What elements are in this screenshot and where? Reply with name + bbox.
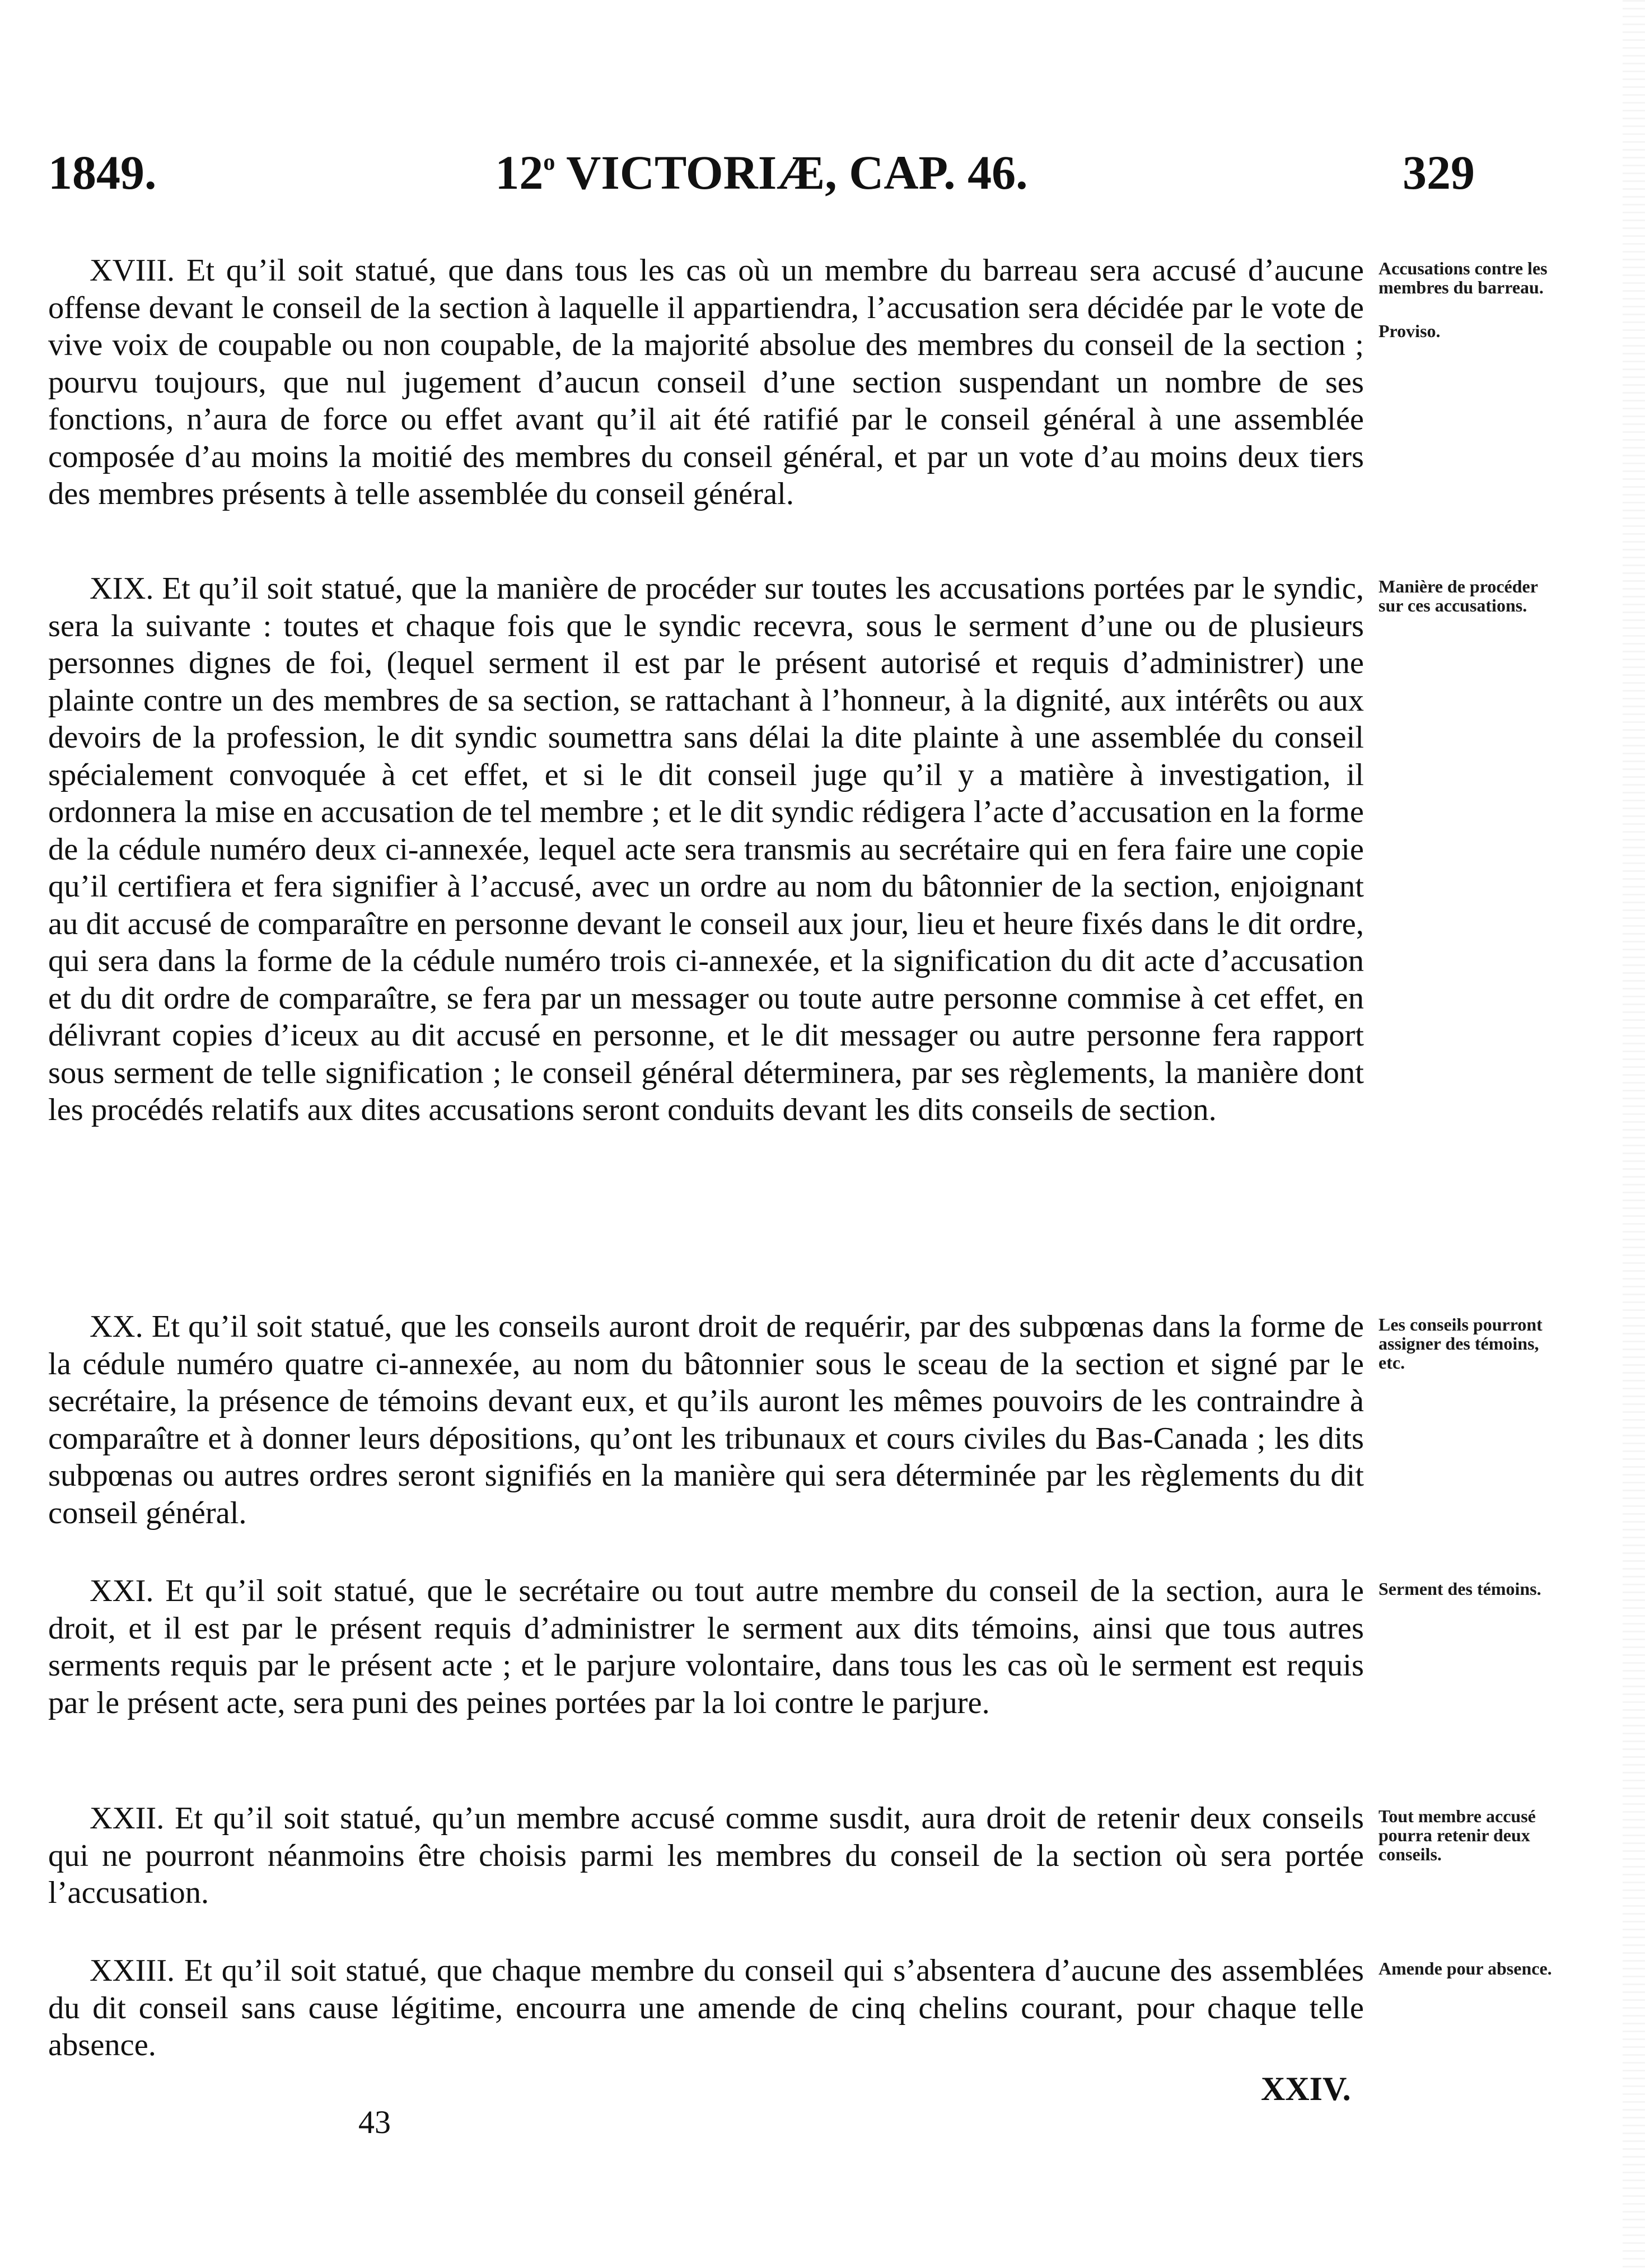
margin-note-text: Les conseils pourront assigner des témoins, etc. (1378, 1314, 1543, 1373)
section-text: Et qu’il soit statué, que les conseils auront droit de requérir, par des subpœnas dans la forme de la cédule numéro quatre ci-annexée, au nom du bâtonnier sous le sceau de la section et signé par le secrétaire, la présence de témoins devant eux, et qu’ils auront les mêmes pouvoirs de les contraindre à comparaître et à donner leurs dépositions, qu’ont les tribunaux et cours civiles du Bas-Canada ; les dits subpœnas ou autres ordres seront signifiés en la manière qui sera déterminée par les règlements du dit conseil général. (48, 1309, 1364, 1530)
section-body (48, 1572, 1364, 1721)
header-title-prefix: 12 (495, 146, 544, 199)
section-xxi (48, 1572, 1606, 1800)
header-title-rest: VICTORIÆ, CAP. 46. (555, 146, 1028, 199)
section-body (48, 1800, 1364, 1912)
margin-note-text: Serment des témoins. (1378, 1579, 1541, 1599)
page-header (48, 144, 1475, 206)
section-xix (48, 570, 1606, 1308)
margin-note-text: Amende pour absence. (1378, 1958, 1552, 1978)
section-xx (48, 1308, 1606, 1572)
section-number: XX. (90, 1309, 143, 1344)
scan-edge-texture (1623, 0, 1645, 2268)
section-number: XXI. (90, 1574, 154, 1608)
section-number: XXIII. (90, 1953, 175, 1988)
section-number: XXII. (90, 1801, 165, 1836)
section-text: Et qu’il soit statué, qu’un membre accusé comme susdit, aura droit de retenir deux conseils qui ne pourront néanmoins être choisis parmi les membres du conseil de la section où sera portée l’accusation. (48, 1801, 1364, 1910)
section-text: Et qu’il soit statué, que dans tous les cas où un membre du barreau sera accusé d’aucune offense devant le conseil de la section à laquelle il appartiendra, l’accusation sera décidée par le vote de vive voix de coupable ou non coupable, de la majorité absolue des membres du conseil de la section ; pourvu toujours, que nul jugement d’aucun conseil d’une section suspendant un nombre de ses fonctions, n’aura de force ou effet avant qu’il ait été ratifié par le conseil général à une assemblée composée d’au moins la moitié des membres du conseil général, et par un vote d’au moins deux tiers des membres présents à telle assemblée du conseil général. (48, 253, 1364, 511)
margin-note-text: Accusations contre les membres du barreau. (1378, 258, 1548, 297)
section-number: XIX. (90, 571, 154, 606)
margin-note-proviso: Proviso. (1378, 321, 1441, 341)
margin-note (1378, 1315, 1552, 1372)
section-text: Et qu’il soit statué, que chaque membre du conseil qui s’absentera d’aucune des assemblées du dit conseil sans cause légitime, encourra une amende de cinq chelins courant, pour chaque telle absence. (48, 1953, 1364, 2062)
section-body (48, 252, 1364, 513)
section-xviii (48, 252, 1606, 570)
section-body (48, 1952, 1364, 2064)
signature-number: 43 (358, 2104, 391, 2140)
section-body (48, 570, 1364, 1129)
margin-note (1378, 577, 1552, 615)
catchword: XXIV. (1261, 2070, 1351, 2107)
margin-note (1378, 259, 1552, 340)
margin-note-text: Manière de procéder sur ces accusations. (1378, 576, 1538, 615)
section-body (48, 1308, 1364, 1532)
section-xxiii (48, 1952, 1606, 2064)
section-text: Et qu’il soit statué, que la manière de procéder sur toutes les accusations portées par le syndic, sera la suivante : toutes et chaque fois que le syndic recevra, sous le serment d’une ou de plusieurs personnes dignes de foi, (lequel serment il est par le présent autorisé et requis d’administrer) une plainte contre un des membres de sa section, se rattachant à l’honneur, à la dignité, aux intérêts ou aux devoirs de la profession, le dit syndic soumettra sans délai la dite plainte à une assemblée du conseil spécialement convoquée à cet effet, et si le dit conseil juge qu’il y a matière à investigation, il ordonnera la mise en accusation de tel membre ; et le dit syndic rédigera l’acte d’accusation en la forme de la cédule numéro deux ci-annexée, lequel acte sera transmis au secrétaire qui en fera faire une copie qu’il certifiera et fera signifier à l’accusé, avec un ordre au nom du bâtonnier de la section, enjoignant au dit accusé de comparaître en personne devant le conseil aux jour, lieu et heure fixés dans le dit ordre, qui sera dans la forme de la cédule numéro trois ci-annexée, et la signification du dit acte d’accusation et du dit ordre de comparaître, se fera par un messager ou toute autre personne commise à cet effet, en délivrant copies d’iceux au dit accusé en personne, et le dit messager ou autre personne fera rapport sous serment de telle signification ; le conseil général déterminera, par ses règlements, la manière dont les procédés relatifs aux dites accusations seront conduits devant les dits conseils de section. (48, 571, 1364, 1127)
margin-note (1378, 1579, 1552, 1598)
margin-note-text: Tout membre accusé pourra retenir deux conseils. (1378, 1806, 1536, 1864)
header-title-sup: o (543, 150, 555, 175)
header-title (48, 144, 1475, 200)
header-page-number: 329 (1403, 146, 1475, 199)
section-xxii (48, 1800, 1606, 1952)
margin-note (1378, 1807, 1552, 1864)
header-year: 1849. (48, 146, 157, 199)
section-number: XVIII. (90, 253, 175, 288)
margin-note (1378, 1959, 1552, 1978)
statute-sections (48, 252, 1606, 2064)
section-text: Et qu’il soit statué, que le secrétaire ou tout autre membre du conseil de la section, aura le droit, et il est par le présent requis d’administrer le serment aux dits témoins, ainsi que tous autres serments requis par le présent acte ; et le parjure volontaire, dans tous les cas où le serment est requis par le présent acte, sera puni des peines portées par la loi contre le parjure. (48, 1574, 1364, 1720)
